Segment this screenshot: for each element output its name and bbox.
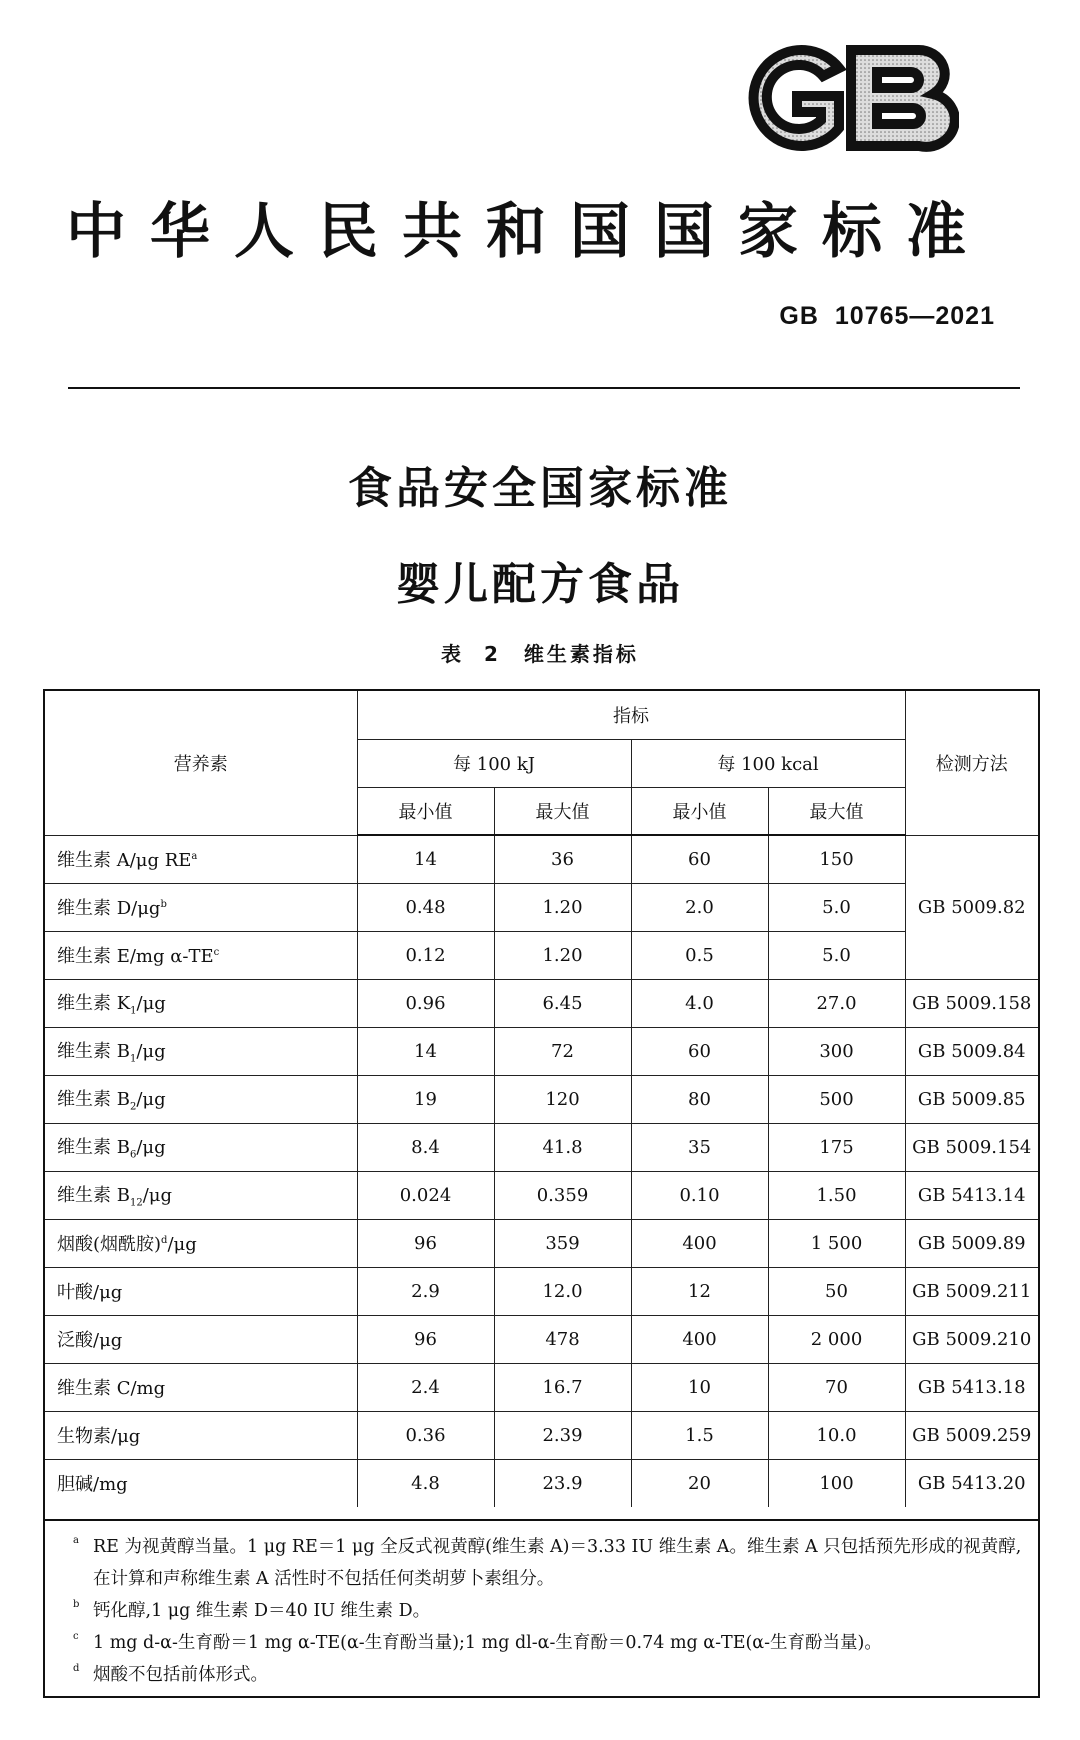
nutrient-name: 烟酸(烟酰胺)	[57, 1234, 162, 1255]
nutrient-name: 维生素 C/mg	[57, 1378, 166, 1399]
value-kcal-min: 35	[631, 1123, 768, 1171]
footnote	[73, 1627, 1028, 1659]
method-cell: GB 5413.18	[905, 1363, 1038, 1411]
table-row	[45, 979, 1038, 1027]
value-kj-max: 23.9	[494, 1459, 631, 1507]
footnotes	[45, 1519, 1038, 1691]
nutrient-unit: /μg	[142, 1185, 172, 1207]
value-kj-min: 8.4	[357, 1123, 494, 1171]
nutrient-cell	[45, 1315, 357, 1363]
method-cell: GB 5009.154	[905, 1123, 1038, 1171]
value-kj-max: 1.20	[494, 931, 631, 979]
value-kcal-max: 1 500	[768, 1219, 905, 1267]
table-row	[45, 1075, 1038, 1123]
nutrient-name: 维生素 B	[57, 1185, 130, 1207]
footnote-marker: d	[161, 1235, 168, 1246]
table-row	[45, 1267, 1038, 1315]
table-row	[45, 1171, 1038, 1219]
value-kj-max: 1.20	[494, 883, 631, 931]
footnote-text: 钙化醇,1 μg 维生素 D＝40 IU 维生素 D。	[93, 1601, 431, 1621]
value-kcal-min: 10	[631, 1363, 768, 1411]
nutrient-cell	[45, 1075, 357, 1123]
value-kcal-max: 5.0	[768, 883, 905, 931]
nutrient-name: 维生素 K	[57, 993, 131, 1015]
nutrient-subscript: 1	[129, 1053, 137, 1065]
table-row	[45, 1459, 1038, 1507]
footnote-marker: b	[160, 899, 167, 910]
value-kcal-min: 60	[631, 1027, 768, 1075]
method-cell: GB 5009.259	[905, 1411, 1038, 1459]
value-kj-min: 0.36	[357, 1411, 494, 1459]
value-kj-max: 41.8	[494, 1123, 631, 1171]
value-kcal-max: 10.0	[768, 1411, 905, 1459]
header-kcal-min: 最小值	[631, 787, 768, 835]
table-row	[45, 931, 1038, 979]
value-kcal-max: 5.0	[768, 931, 905, 979]
nutrient-unit: /μg	[136, 1089, 166, 1111]
method-cell: GB 5009.85	[905, 1075, 1038, 1123]
nutrient-name: 叶酸/μg	[57, 1282, 123, 1303]
nutrient-subscript: 12	[129, 1197, 143, 1209]
value-kj-max: 2.39	[494, 1411, 631, 1459]
value-kcal-min: 4.0	[631, 979, 768, 1027]
method-cell: GB 5009.82	[905, 835, 1038, 979]
nutrient-name: 生物素/μg	[57, 1426, 141, 1447]
nutrient-cell	[45, 1171, 357, 1219]
nutrient-cell	[45, 1411, 357, 1459]
value-kcal-min: 80	[631, 1075, 768, 1123]
nutrient-unit: /μg	[136, 1137, 166, 1159]
value-kj-min: 14	[357, 1027, 494, 1075]
value-kcal-max: 50	[768, 1267, 905, 1315]
value-kj-min: 14	[357, 835, 494, 883]
value-kcal-max: 500	[768, 1075, 905, 1123]
value-kcal-min: 400	[631, 1219, 768, 1267]
value-kcal-min: 2.0	[631, 883, 768, 931]
footnote	[73, 1659, 1028, 1691]
table-row	[45, 1123, 1038, 1171]
nutrient-name: 维生素 D/μg	[57, 898, 161, 919]
table-row	[45, 1315, 1038, 1363]
value-kj-max: 36	[494, 835, 631, 883]
header-kcal-max: 最大值	[768, 787, 905, 835]
value-kcal-max: 27.0	[768, 979, 905, 1027]
method-cell: GB 5009.84	[905, 1027, 1038, 1075]
method-cell: GB 5413.20	[905, 1459, 1038, 1507]
header-kj-min: 最小值	[357, 787, 494, 835]
value-kj-max: 16.7	[494, 1363, 631, 1411]
value-kj-min: 96	[357, 1315, 494, 1363]
value-kj-min: 19	[357, 1075, 494, 1123]
nutrient-subscript: 6	[129, 1149, 137, 1161]
value-kcal-min: 1.5	[631, 1411, 768, 1459]
table-row	[45, 1027, 1038, 1075]
footnote-marker: c	[213, 947, 220, 958]
method-cell: GB 5009.211	[905, 1267, 1038, 1315]
organization-name: 中华人民共和国国家标准	[66, 197, 990, 267]
footnote-mark: a	[73, 1535, 79, 1546]
nutrient-name: 维生素 B	[57, 1137, 130, 1159]
table-body	[45, 835, 1038, 1507]
nutrient-name: 泛酸/μg	[57, 1330, 123, 1351]
nutrient-name: 维生素 A/μg RE	[57, 850, 192, 871]
header-indicator: 指标	[357, 691, 905, 739]
footnote-mark: d	[73, 1663, 80, 1674]
value-kj-min: 2.9	[357, 1267, 494, 1315]
method-cell: GB 5009.89	[905, 1219, 1038, 1267]
value-kj-min: 2.4	[357, 1363, 494, 1411]
value-kj-max: 0.359	[494, 1171, 631, 1219]
value-kcal-min: 0.10	[631, 1171, 768, 1219]
nutrient-name: 维生素 B	[57, 1089, 130, 1111]
value-kj-min: 0.96	[357, 979, 494, 1027]
value-kcal-min: 12	[631, 1267, 768, 1315]
value-kj-min: 4.8	[357, 1459, 494, 1507]
nutrient-cell	[45, 979, 357, 1027]
value-kj-max: 6.45	[494, 979, 631, 1027]
header-per-kcal: 每 100 kcal	[631, 739, 905, 787]
value-kcal-min: 20	[631, 1459, 768, 1507]
value-kcal-min: 0.5	[631, 931, 768, 979]
nutrient-cell	[45, 835, 357, 883]
footnote-text: 1 mg d-α-生育酚＝1 mg α-TE(α-生育酚当量);1 mg dl-α-生育酚＝0.74 mg α-TE(α-生育酚当量)。	[93, 1633, 882, 1653]
value-kj-min: 0.024	[357, 1171, 494, 1219]
value-kj-max: 478	[494, 1315, 631, 1363]
value-kcal-max: 300	[768, 1027, 905, 1075]
nutrient-cell	[45, 1267, 357, 1315]
header-kj-max: 最大值	[494, 787, 631, 835]
nutrient-name: 胆碱/mg	[57, 1474, 128, 1496]
nutrient-unit: /μg	[136, 1041, 166, 1063]
document-title-line2: 婴儿配方食品	[396, 559, 684, 610]
nutrient-cell	[45, 883, 357, 931]
table-row	[45, 1219, 1038, 1267]
value-kcal-max: 150	[768, 835, 905, 883]
nutrient-name: 维生素 E/mg α-TE	[57, 946, 214, 967]
vitamin-table-frame	[43, 689, 1040, 1698]
value-kcal-min: 400	[631, 1315, 768, 1363]
footnote-marker: a	[191, 851, 198, 862]
footnote-mark: c	[73, 1631, 79, 1642]
standard-number: GB 10765—2021	[779, 302, 995, 330]
nutrient-cell	[45, 931, 357, 979]
value-kcal-min: 60	[631, 835, 768, 883]
nutrient-cell	[45, 1363, 357, 1411]
value-kcal-max: 70	[768, 1363, 905, 1411]
table-row	[45, 1363, 1038, 1411]
method-cell: GB 5009.158	[905, 979, 1038, 1027]
table-row	[45, 835, 1038, 883]
method-cell: GB 5413.14	[905, 1171, 1038, 1219]
value-kcal-max: 1.50	[768, 1171, 905, 1219]
header-method: 检测方法	[905, 691, 1038, 835]
nutrient-cell	[45, 1123, 357, 1171]
header-rule	[68, 387, 1020, 389]
nutrient-cell	[45, 1027, 357, 1075]
value-kcal-max: 175	[768, 1123, 905, 1171]
table-row	[45, 1411, 1038, 1459]
nutrient-cell	[45, 1219, 357, 1267]
value-kcal-max: 100	[768, 1459, 905, 1507]
header-nutrient: 营养素	[45, 691, 357, 835]
nutrient-subscript: 2	[129, 1101, 137, 1113]
header-per-kj: 每 100 kJ	[357, 739, 631, 787]
value-kj-max: 359	[494, 1219, 631, 1267]
nutrient-unit: /μg	[136, 993, 166, 1015]
nutrient-name: 维生素 B	[57, 1041, 130, 1063]
footnote	[73, 1531, 1028, 1595]
value-kcal-max: 2 000	[768, 1315, 905, 1363]
footnote-text: 烟酸不包括前体形式。	[93, 1665, 268, 1685]
table-caption: 表 2 维生素指标	[441, 642, 639, 666]
value-kj-max: 120	[494, 1075, 631, 1123]
value-kj-max: 72	[494, 1027, 631, 1075]
vitamin-table	[45, 691, 1038, 1507]
footnote-mark: b	[73, 1599, 80, 1610]
footnote	[73, 1595, 1028, 1627]
value-kj-max: 12.0	[494, 1267, 631, 1315]
table-row	[45, 883, 1038, 931]
method-cell: GB 5009.210	[905, 1315, 1038, 1363]
gb-logo	[727, 38, 959, 158]
value-kj-min: 0.12	[357, 931, 494, 979]
value-kj-min: 0.48	[357, 883, 494, 931]
value-kj-min: 96	[357, 1219, 494, 1267]
nutrient-cell	[45, 1459, 357, 1507]
footnote-text: RE 为视黄醇当量。1 μg RE＝1 μg 全反式视黄醇(维生素 A)＝3.33 IU 维生素 A。维生素 A 只包括预先形成的视黄醇,在计算和声称维生素 A 活性时不包括任何类胡萝卜素组分。	[93, 1537, 1022, 1589]
nutrient-unit: /μg	[167, 1234, 197, 1255]
document-title-line1: 食品安全国家标准	[348, 463, 732, 514]
nutrient-subscript: 1	[130, 1005, 137, 1017]
